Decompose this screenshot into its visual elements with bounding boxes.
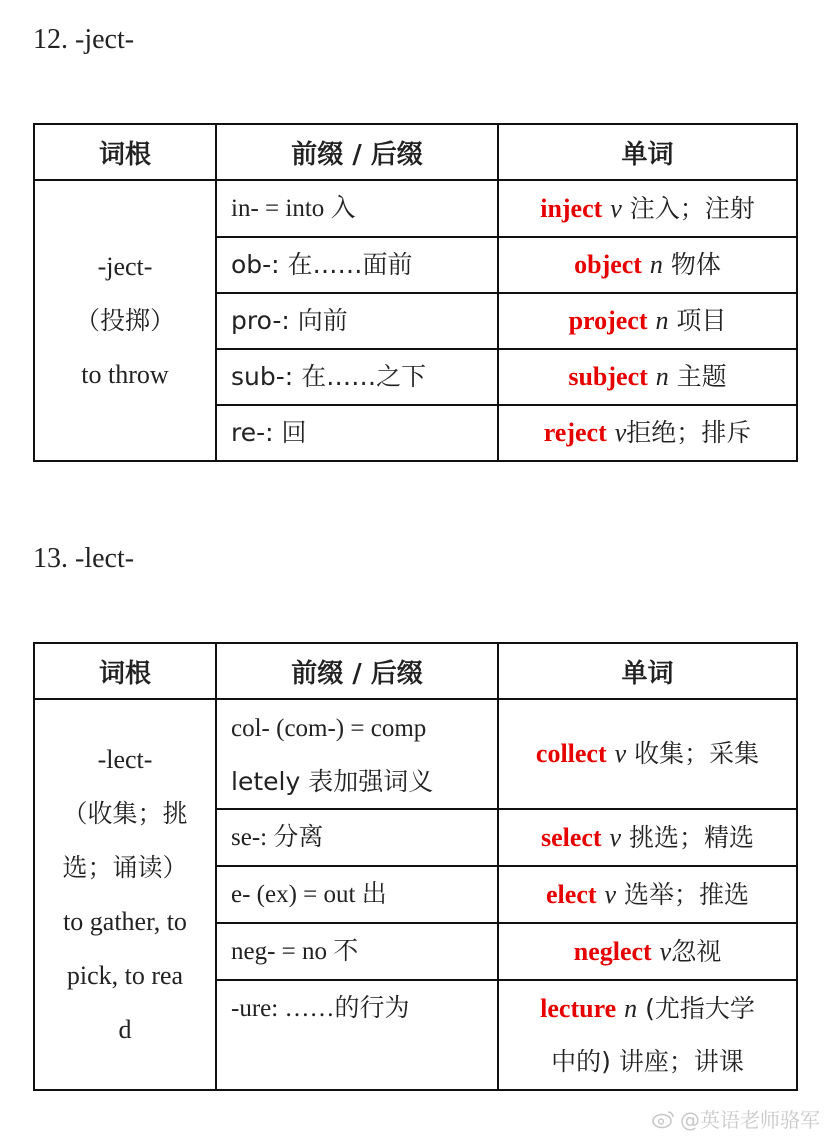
header-word: 单词 (498, 643, 797, 699)
root-cell (34, 699, 216, 1090)
word-cell: elect v 选举；推选 (498, 866, 797, 923)
root-zh: （投掷） (74, 305, 175, 335)
root-meaning-3: d (118, 1014, 132, 1044)
root-meaning-2: pick, to rea (66, 960, 184, 990)
affix-cell: col- (com-) = comp letely 表加强词义 (216, 699, 498, 809)
root-en: -ject- (97, 251, 153, 281)
header-root: 词根 (34, 643, 216, 699)
word-cell: reject v拒绝；排斥 (498, 405, 797, 461)
affix-cell: e- (ex) = out 出 (216, 866, 498, 923)
watermark (652, 1104, 820, 1133)
affix-cell: pro-: 向前 (216, 293, 498, 349)
root-en: -lect- (97, 744, 153, 774)
affix-cell: sub-: 在……之下 (216, 349, 498, 405)
word-red: lecture (540, 994, 617, 1023)
word-red: object (574, 250, 642, 279)
table-row (34, 180, 797, 237)
word-cell: object n 物体 (498, 237, 797, 293)
word-cell: collect v 收集；采集 (498, 699, 797, 809)
ject-table (33, 123, 798, 462)
word-cell: select v 挑选；精选 (498, 809, 797, 866)
section-heading-lect: 13. -lect- (33, 543, 135, 574)
header-affix: 前缀 / 后缀 (216, 124, 498, 180)
header-root: 词根 (34, 124, 216, 180)
table-header-row (34, 643, 797, 699)
root-meaning: to throw (81, 359, 169, 389)
watermark-text: @英语老师骆军 (680, 1108, 820, 1132)
word-red: neglect (573, 936, 652, 966)
section-heading-ject: 12. -ject- (33, 24, 135, 55)
word-cell: project n 项目 (498, 293, 797, 349)
affix-cell: se-: 分离 (216, 809, 498, 866)
table-header-row (34, 124, 797, 180)
word-red: project (568, 306, 648, 335)
weibo-icon (652, 1109, 676, 1129)
root-zh-2: 选；诵读） (62, 852, 188, 882)
root-cell (34, 180, 216, 461)
word-red: subject (568, 362, 648, 391)
table-row (34, 699, 797, 809)
affix-cell: ob-: 在……面前 (216, 237, 498, 293)
affix-cell: -ure: ……的行为 (216, 980, 498, 1090)
lect-table (33, 642, 798, 1091)
word-red: collect (535, 739, 607, 768)
word-cell: inject v 注入；注射 (498, 180, 797, 237)
word-red: inject (540, 193, 603, 223)
header-word: 单词 (498, 124, 797, 180)
affix-cell: in- = into 入 (216, 180, 498, 237)
affix-cell: neg- = no 不 (216, 923, 498, 980)
word-cell: subject n 主题 (498, 349, 797, 405)
word-red: elect (546, 879, 597, 909)
root-zh-1: （收集；挑 (62, 798, 188, 828)
word-red: reject (543, 418, 607, 447)
word-red: select (540, 822, 602, 852)
word-cell: neglect v忽视 (498, 923, 797, 980)
root-meaning-1: to gather, to (63, 906, 187, 936)
affix-cell: re-: 回 (216, 405, 498, 461)
header-affix: 前缀 / 后缀 (216, 643, 498, 699)
word-cell: lecture n (尤指大学 中的) 讲座；讲课 (498, 980, 797, 1090)
